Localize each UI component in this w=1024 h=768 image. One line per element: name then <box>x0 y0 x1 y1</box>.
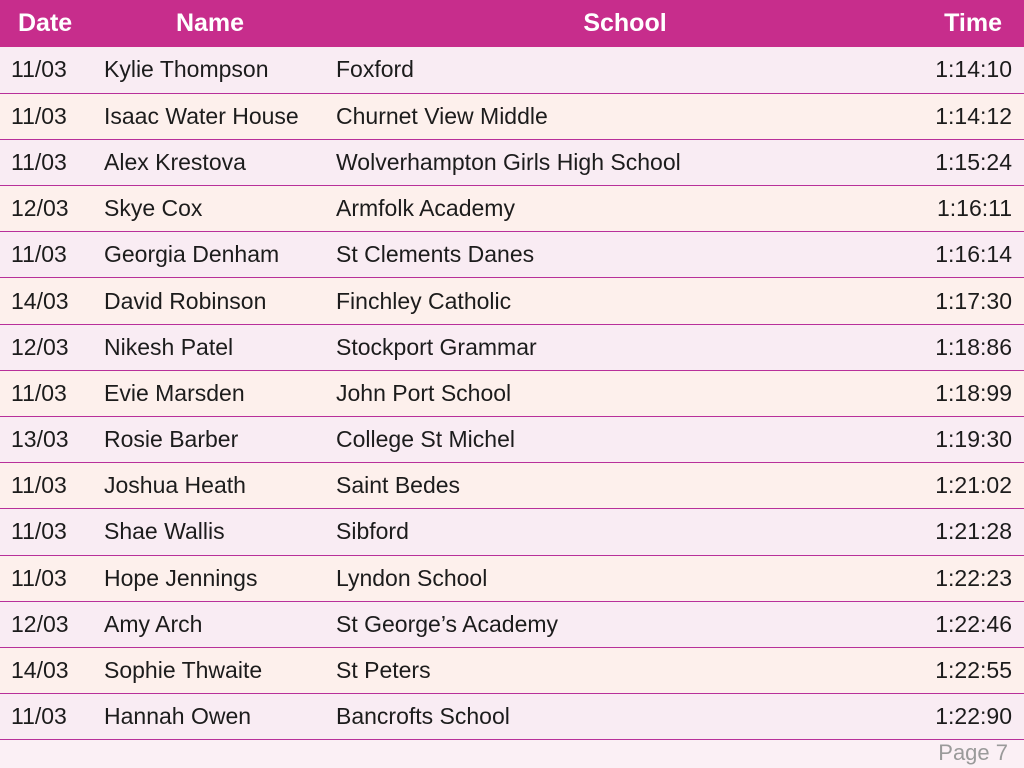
table-header <box>0 0 1024 47</box>
cell-school: St Peters <box>336 657 431 684</box>
table-row <box>0 324 1024 370</box>
table-row <box>0 555 1024 601</box>
cell-date: 11/03 <box>11 379 67 406</box>
cell-time: 1:15:24 <box>935 148 1012 175</box>
table-row <box>0 232 1024 278</box>
cell-date: 11/03 <box>11 564 67 591</box>
table-row <box>0 278 1024 324</box>
footer-strip <box>0 740 1024 768</box>
cell-school: St Clements Danes <box>336 241 535 268</box>
cell-name: Evie Marsden <box>104 379 245 406</box>
table-row <box>0 417 1024 463</box>
cell-time: 1:21:28 <box>935 518 1012 545</box>
header-date: Date <box>18 9 73 37</box>
table-row <box>0 463 1024 509</box>
cell-name: Amy Arch <box>104 610 203 637</box>
cell-name: Skye Cox <box>104 195 203 222</box>
cell-name: Kylie Thompson <box>104 56 269 83</box>
header-time: Time <box>944 9 1002 37</box>
table-row <box>0 694 1024 740</box>
cell-school: Stockport Grammar <box>336 333 537 360</box>
cell-date: 11/03 <box>11 102 67 129</box>
cell-school: Foxford <box>336 56 414 83</box>
cell-date: 12/03 <box>11 610 69 637</box>
cell-name: Sophie Thwaite <box>104 657 263 684</box>
cell-date: 12/03 <box>11 195 69 222</box>
cell-time: 1:14:12 <box>935 102 1012 129</box>
cell-date: 11/03 <box>11 56 67 83</box>
header-name: Name <box>175 9 245 37</box>
table-row <box>0 601 1024 647</box>
cell-school: Wolverhampton Girls High School <box>336 148 681 175</box>
cell-date: 13/03 <box>11 426 69 453</box>
cell-date: 11/03 <box>11 241 67 268</box>
cell-time: 1:17:30 <box>935 287 1012 314</box>
cell-date: 11/03 <box>11 518 67 545</box>
header-row <box>0 0 1024 47</box>
cell-time: 1:22:46 <box>935 610 1012 637</box>
cell-school: Finchley Catholic <box>336 287 512 314</box>
cell-date: 11/03 <box>11 703 67 730</box>
cell-time: 1:16:11 <box>936 195 1012 222</box>
cell-school: Saint Bedes <box>336 472 461 499</box>
page-number: Page 7 <box>938 740 1008 765</box>
cell-school: Bancrofts School <box>336 703 510 730</box>
cell-time: 1:19:30 <box>935 426 1012 453</box>
cell-name: Alex Krestova <box>104 148 246 175</box>
cell-time: 1:18:99 <box>935 379 1012 406</box>
table-row <box>0 186 1024 232</box>
cell-name: Rosie Barber <box>104 426 239 453</box>
cell-school: St George’s Academy <box>336 610 559 637</box>
cell-school: Sibford <box>336 518 409 545</box>
table-row <box>0 47 1024 93</box>
cell-time: 1:22:55 <box>935 657 1012 684</box>
table-row <box>0 509 1024 555</box>
cell-time: 1:22:23 <box>935 564 1012 591</box>
table-row <box>0 93 1024 139</box>
table-row <box>0 370 1024 416</box>
cell-date: 14/03 <box>11 287 69 314</box>
cell-date: 12/03 <box>11 333 69 360</box>
cell-time: 1:22:90 <box>935 703 1012 730</box>
cell-name: David Robinson <box>104 287 267 314</box>
cell-school: John Port School <box>336 379 512 406</box>
cell-time: 1:18:86 <box>935 333 1012 360</box>
cell-school: Churnet View Middle <box>336 102 548 129</box>
table-row <box>0 647 1024 693</box>
cell-date: 14/03 <box>11 657 69 684</box>
cell-name: Hannah Owen <box>104 703 252 730</box>
cell-time: 1:14:10 <box>935 56 1012 83</box>
cell-school: Armfolk Academy <box>336 195 515 222</box>
header-school: School <box>583 9 667 37</box>
cell-name: Hope Jennings <box>104 564 258 591</box>
cell-school: College St Michel <box>336 426 515 453</box>
cell-name: Joshua Heath <box>104 472 246 499</box>
cell-name: Nikesh Patel <box>104 333 234 360</box>
cell-date: 11/03 <box>11 472 67 499</box>
cell-time: 1:16:14 <box>935 241 1012 268</box>
table-row <box>0 139 1024 185</box>
cell-name: Georgia Denham <box>104 241 280 268</box>
table-body <box>0 47 1024 740</box>
cell-date: 11/03 <box>11 148 67 175</box>
cell-name: Isaac Water House <box>104 102 299 129</box>
cell-time: 1:21:02 <box>935 472 1012 499</box>
cell-name: Shae Wallis <box>104 518 225 545</box>
cell-school: Lyndon School <box>336 564 488 591</box>
